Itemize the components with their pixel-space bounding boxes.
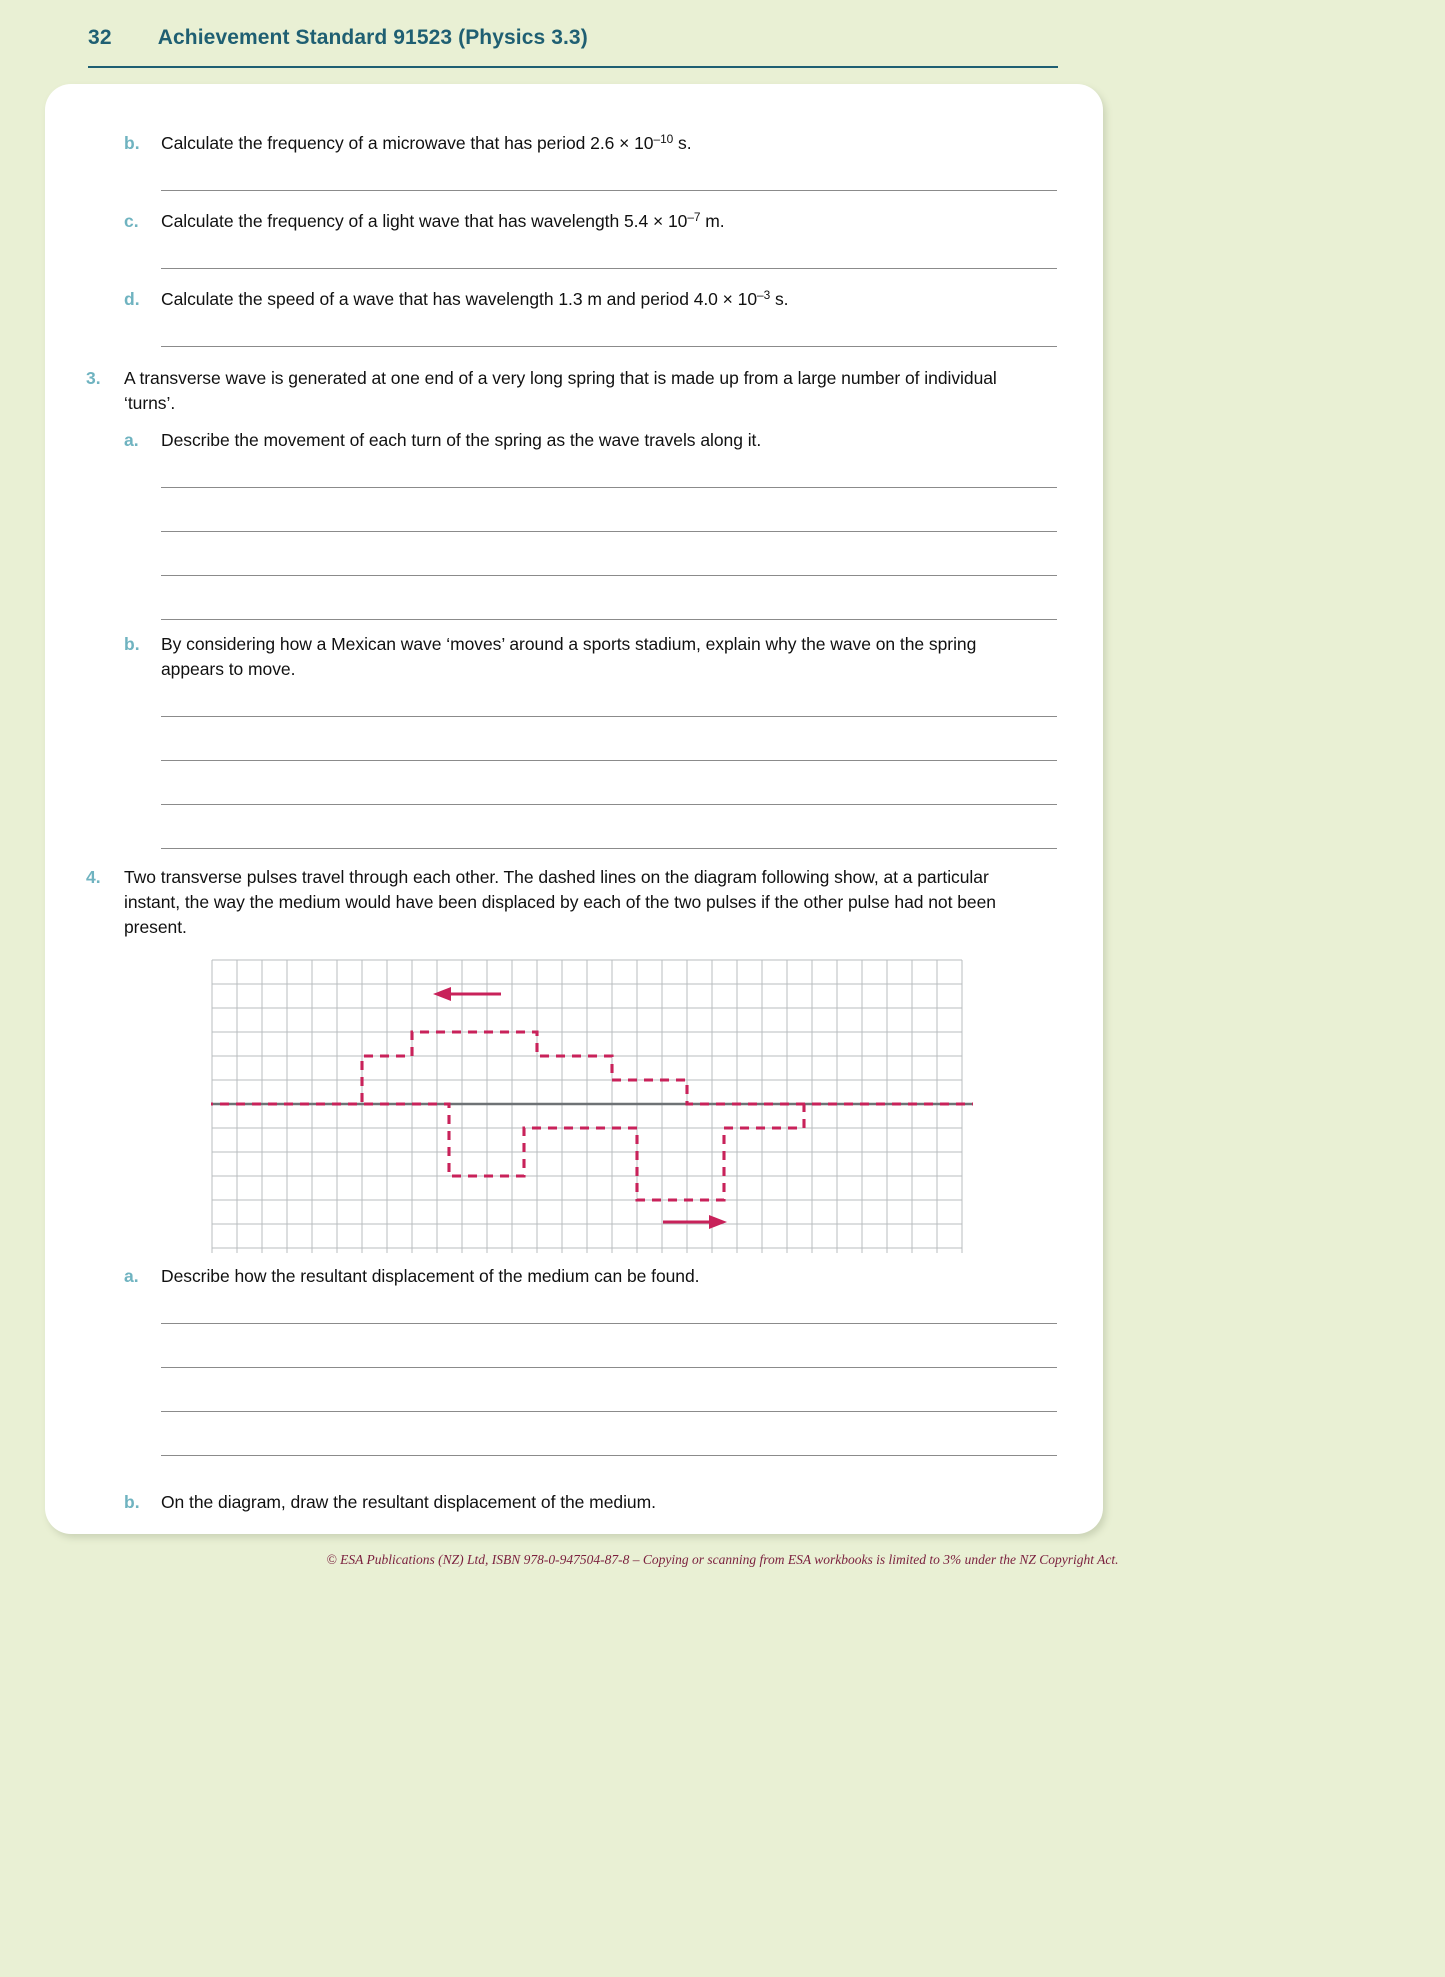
right-arrow-icon (663, 1215, 727, 1229)
question-3b-marker: b. (124, 634, 140, 654)
page-number: 32 (88, 26, 112, 49)
pulse-up-trace (211, 1032, 973, 1104)
question-b-text: Calculate the frequency of a microwave that has period $2.6 \times 10^{-10}$ s. (161, 132, 692, 154)
question-4b-text: On the diagram, draw the resultant displacement of the medium. (161, 1492, 656, 1512)
question-3a-text: Describe the movement of each turn of the spring as the wave travels along it. (161, 430, 762, 450)
question-d-marker: d. (124, 289, 140, 309)
page-header (88, 26, 1058, 50)
question-c-marker: c. (124, 211, 139, 231)
answer-line[interactable] (161, 716, 1057, 717)
question-3 (86, 366, 1046, 416)
answer-line[interactable] (161, 1367, 1057, 1368)
answer-line[interactable] (161, 1411, 1057, 1412)
question-c-text: Calculate the frequency of a light wave that has wavelength $5.4 \times 10^{-7}$ m. (161, 210, 725, 232)
question-4a-marker: a. (124, 1266, 139, 1286)
answer-line[interactable] (161, 575, 1057, 576)
question-d (124, 287, 1064, 312)
answer-line[interactable] (161, 848, 1057, 849)
question-3-marker: 3. (86, 368, 101, 388)
question-4-stem: Two transverse pulses travel through each other. The dashed lines on the diagram following show, at a particular instant, the way the medium would have been displaced by each of the two pulses if the other pulse had not been present. (124, 867, 996, 937)
page-title: Achievement Standard 91523 (Physics 3.3) (157, 26, 588, 49)
question-b (124, 131, 1064, 156)
left-arrow-icon (433, 987, 501, 1001)
question-3a-marker: a. (124, 430, 139, 450)
question-c (124, 209, 1064, 234)
question-4 (86, 865, 1061, 940)
answer-line[interactable] (161, 804, 1057, 805)
answer-line[interactable] (161, 190, 1057, 191)
answer-line[interactable] (161, 487, 1057, 488)
copyright-footer: © ESA Publications (NZ) Ltd, ISBN 978-0-947504-87-8 – Copying or scanning from ESA workbooks is limited to 3% under the NZ Copyright Act. (326, 1552, 1119, 1567)
question-b-marker: b. (124, 133, 140, 153)
question-3a (124, 428, 1064, 453)
answer-line[interactable] (161, 346, 1057, 347)
answer-line[interactable] (161, 531, 1057, 532)
question-4a (124, 1264, 1064, 1289)
answer-line[interactable] (161, 619, 1057, 620)
grid-lines (212, 960, 962, 1253)
answer-line[interactable] (161, 1323, 1057, 1324)
question-3b-text: By considering how a Mexican wave ‘moves’ around a sports stadium, explain why the wave on the spring appears to move. (161, 634, 977, 679)
question-4b-marker: b. (124, 1492, 140, 1512)
answer-line[interactable] (161, 1455, 1057, 1456)
question-4b (124, 1490, 1064, 1515)
question-d-text: Calculate the speed of a wave that has wavelength 1.3 m and period $4.0 \times 10^{-3}$ s. (161, 288, 789, 310)
question-3b (124, 632, 1064, 682)
question-3-stem: A transverse wave is generated at one end of a very long spring that is made up from a large number of individual ‘turns’. (124, 368, 997, 413)
answer-line[interactable] (161, 268, 1057, 269)
header-divider (88, 66, 1058, 68)
pulse-diagram[interactable] (211, 959, 973, 1254)
question-4-marker: 4. (86, 867, 101, 887)
answer-line[interactable] (161, 760, 1057, 761)
question-4a-text: Describe how the resultant displacement of the medium can be found. (161, 1266, 700, 1286)
